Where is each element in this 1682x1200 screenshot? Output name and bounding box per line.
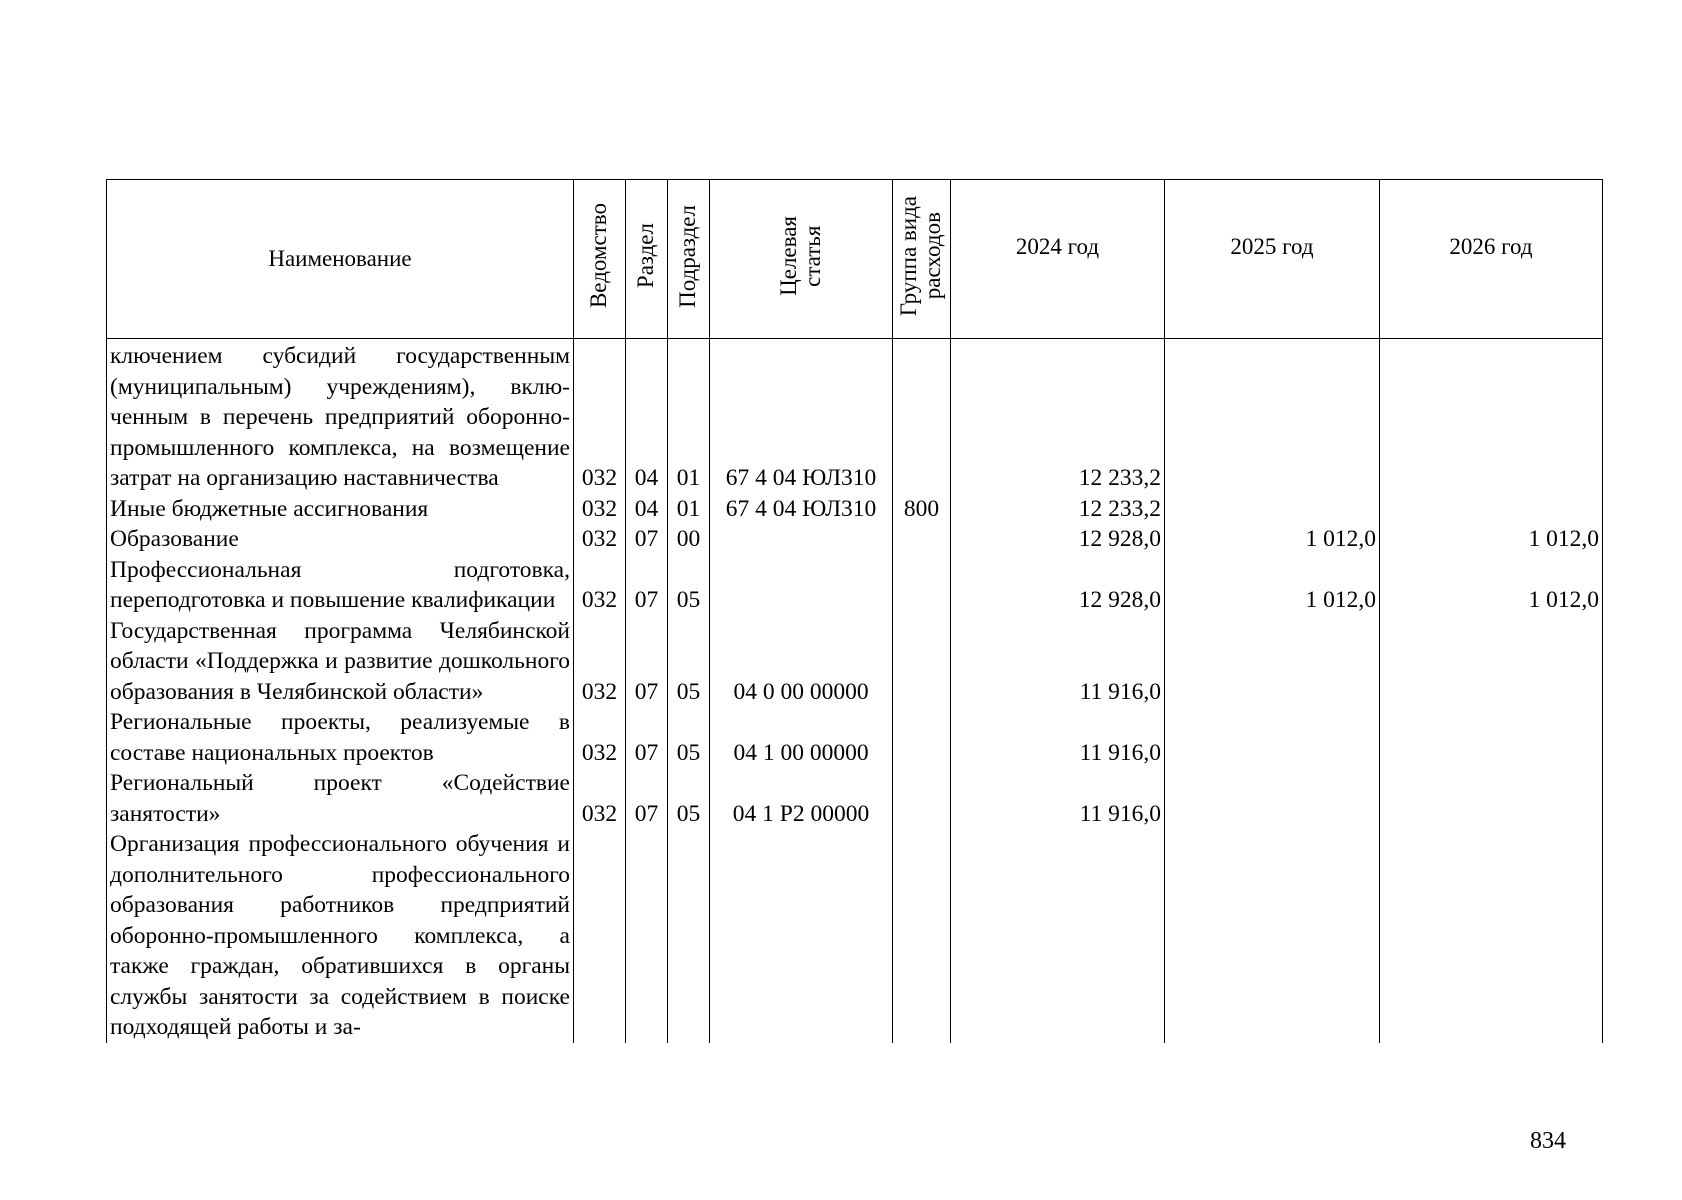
cell-2025: [1165, 494, 1380, 525]
cell-2026: [1380, 768, 1603, 829]
cell-target: 04 0 00 00000: [710, 616, 893, 708]
cell-name: Государственная программа Челябинской области «Поддержка и развитие дошкольного образования в Челябинской области»: [107, 616, 574, 708]
cell-expense-group: [893, 829, 951, 1043]
cell-2025: [1165, 768, 1380, 829]
header-name: Наименование: [107, 180, 574, 339]
cell-dept: 032: [574, 524, 626, 555]
header-section: Раздел: [626, 180, 668, 339]
cell-target: [710, 829, 893, 1043]
table-row: [107, 494, 1603, 525]
cell-subsection: 05: [668, 555, 710, 616]
cell-section: 07: [626, 555, 668, 616]
cell-section: 07: [626, 616, 668, 708]
header-target: Целевая статья: [710, 180, 893, 339]
cell-target: 04 1 00 00000: [710, 707, 893, 768]
table-row: [107, 524, 1603, 555]
cell-2024: 12 928,0: [951, 524, 1165, 555]
page-number: 834: [1530, 1128, 1566, 1154]
cell-2026: [1380, 707, 1603, 768]
cell-subsection: [668, 829, 710, 1043]
table-body: [107, 339, 1603, 1043]
cell-name: Образование: [107, 524, 574, 555]
cell-name: Профессиональная подготовка, переподготовка и повышение квалификации: [107, 555, 574, 616]
cell-2025: 1 012,0: [1165, 524, 1380, 555]
cell-2025: [1165, 616, 1380, 708]
cell-dept: 032: [574, 339, 626, 494]
cell-target: 67 4 04 ЮЛ310: [710, 339, 893, 494]
cell-2025: [1165, 829, 1380, 1043]
cell-2024: 11 916,0: [951, 768, 1165, 829]
header-row: [107, 180, 1603, 339]
cell-dept: 032: [574, 707, 626, 768]
cell-2024: [951, 829, 1165, 1043]
cell-expense-group: [893, 555, 951, 616]
table-row: [107, 829, 1603, 1043]
header-subsection: Подраздел: [668, 180, 710, 339]
cell-section: [626, 829, 668, 1043]
header-2026: 2026 год: [1380, 180, 1603, 339]
cell-name: Региональный проект «Содействие занятости»: [107, 768, 574, 829]
cell-target: [710, 555, 893, 616]
cell-expense-group: [893, 339, 951, 494]
cell-dept: 032: [574, 616, 626, 708]
table-row: [107, 707, 1603, 768]
cell-subsection: 00: [668, 524, 710, 555]
cell-dept: [574, 829, 626, 1043]
cell-2026: [1380, 339, 1603, 494]
header-2025: 2025 год: [1165, 180, 1380, 339]
cell-expense-group: [893, 524, 951, 555]
cell-expense-group: [893, 616, 951, 708]
budget-table: [106, 179, 1603, 1043]
cell-target: 04 1 Р2 00000: [710, 768, 893, 829]
cell-expense-group: [893, 768, 951, 829]
table-row: [107, 339, 1603, 494]
cell-expense-group: 800: [893, 494, 951, 525]
header-2024: 2024 год: [951, 180, 1165, 339]
cell-subsection: 05: [668, 768, 710, 829]
cell-section: 07: [626, 524, 668, 555]
cell-subsection: 01: [668, 339, 710, 494]
cell-section: 07: [626, 768, 668, 829]
cell-subsection: 05: [668, 707, 710, 768]
cell-2026: [1380, 829, 1603, 1043]
cell-2025: [1165, 707, 1380, 768]
cell-target: 67 4 04 ЮЛ310: [710, 494, 893, 525]
header-expense-group: Группа вида расходов: [893, 180, 951, 339]
cell-2024: 11 916,0: [951, 616, 1165, 708]
cell-name: Региональные проекты, реализуемые в составе национальных проектов: [107, 707, 574, 768]
cell-target: [710, 524, 893, 555]
cell-2024: 12 928,0: [951, 555, 1165, 616]
cell-name: Иные бюджетные ассигнования: [107, 494, 574, 525]
table-row: [107, 555, 1603, 616]
cell-dept: 032: [574, 494, 626, 525]
cell-subsection: 05: [668, 616, 710, 708]
cell-2024: 12 233,2: [951, 494, 1165, 525]
cell-dept: 032: [574, 768, 626, 829]
cell-name: ключением субсидий государственным (муниципальным) учреждениям), включенным в перечень предприятий оборонно-промышленного комплекса, на возмещение затрат на организацию наставничества: [107, 339, 574, 494]
cell-expense-group: [893, 707, 951, 768]
cell-2025: 1 012,0: [1165, 555, 1380, 616]
cell-section: 04: [626, 339, 668, 494]
cell-2024: 12 233,2: [951, 339, 1165, 494]
cell-2026: 1 012,0: [1380, 555, 1603, 616]
cell-subsection: 01: [668, 494, 710, 525]
cell-dept: 032: [574, 555, 626, 616]
cell-section: 04: [626, 494, 668, 525]
table-row: [107, 616, 1603, 708]
cell-2026: [1380, 616, 1603, 708]
cell-section: 07: [626, 707, 668, 768]
header-dept: Ведомство: [574, 180, 626, 339]
table-row: [107, 768, 1603, 829]
cell-name: Организация профессионального обучения и дополнительного профессионального образования работников предприятий оборонно-промышленного комплекса, а также граждан, обратившихся в органы службы занятости за содействием в поиске подходящей работы и за-: [107, 829, 574, 1043]
cell-2026: [1380, 494, 1603, 525]
cell-2025: [1165, 339, 1380, 494]
cell-2026: 1 012,0: [1380, 524, 1603, 555]
cell-2024: 11 916,0: [951, 707, 1165, 768]
